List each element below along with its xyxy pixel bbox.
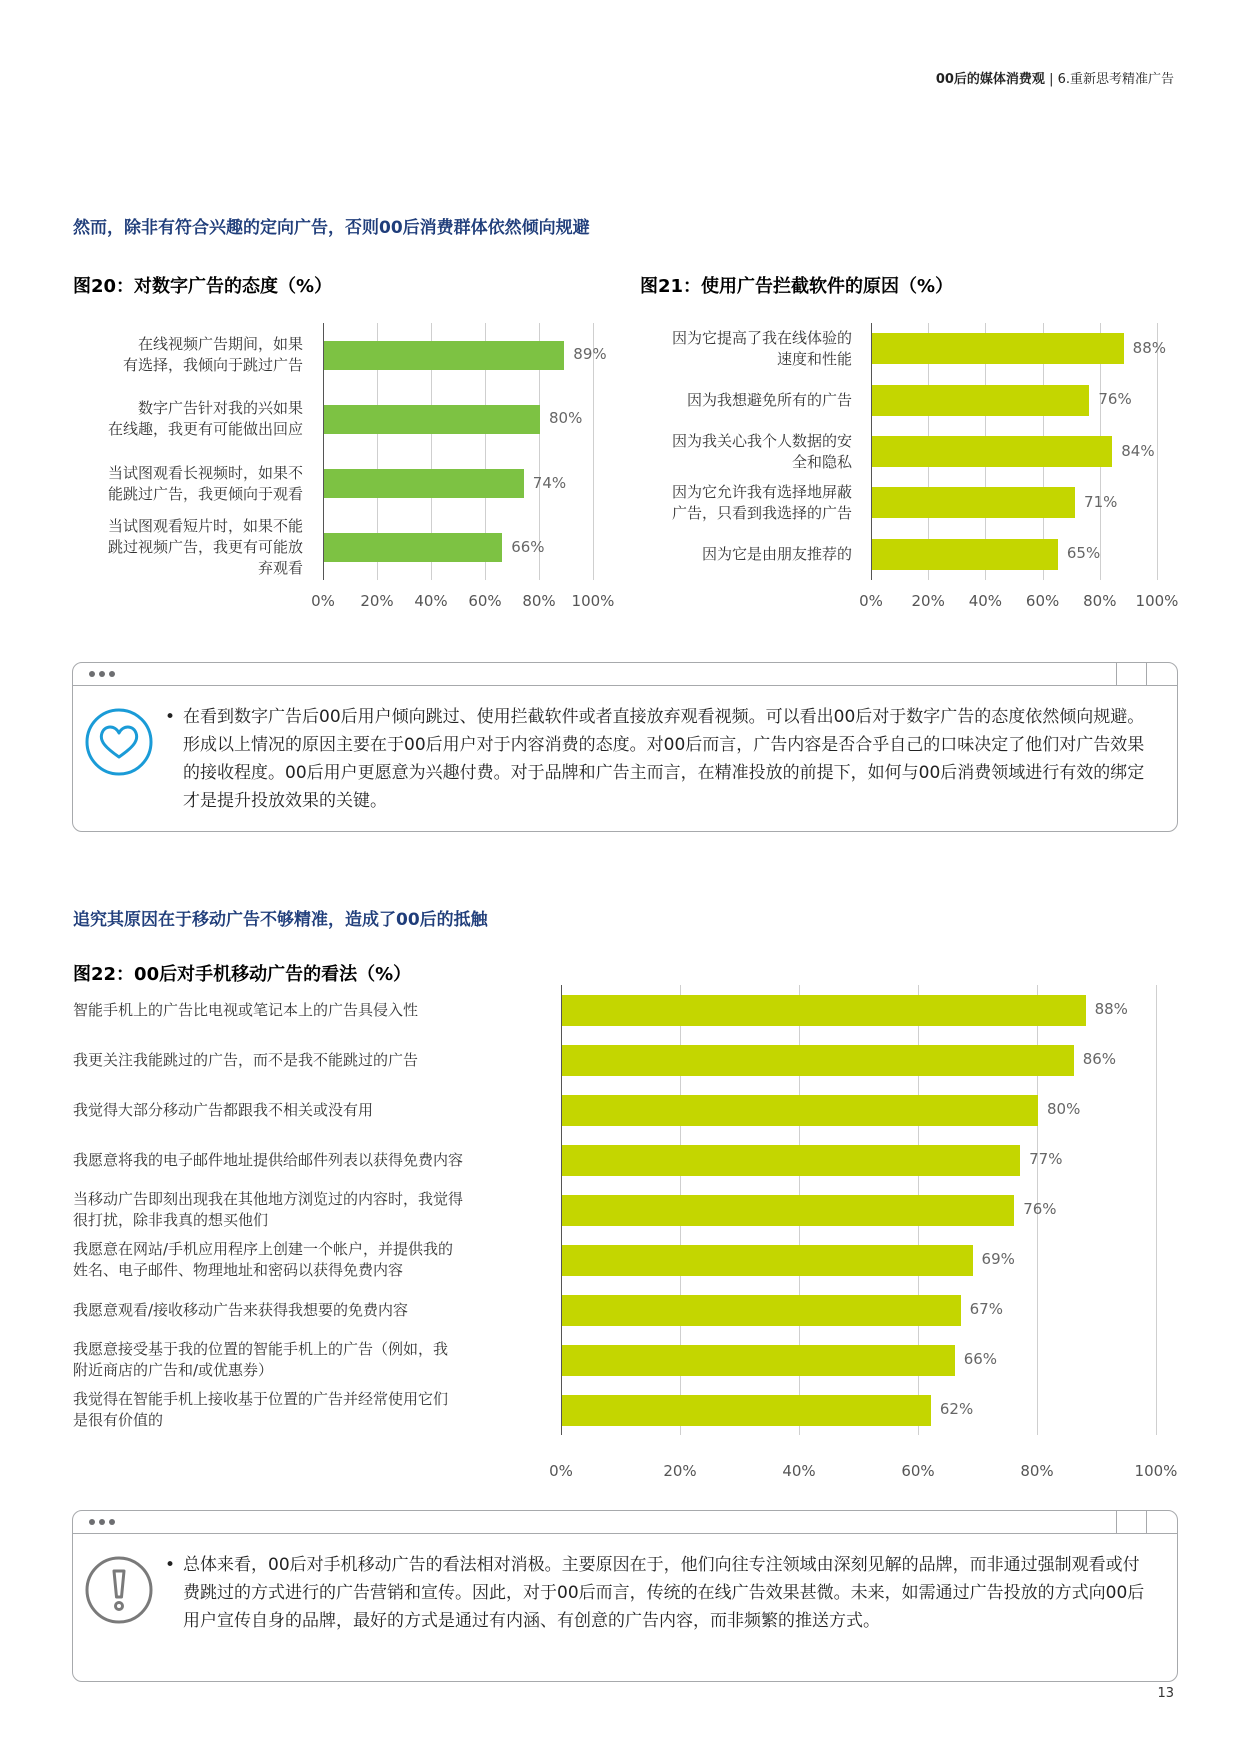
x-tick-label: 20% [911,592,945,610]
category-label [630,328,852,370]
window-dots-icon [89,671,119,677]
category-label-line: 当移动广告即刻出现我在其他地方浏览过的内容时，我觉得 [73,1190,464,1208]
header-separator: | [1049,72,1054,87]
bar [324,533,502,562]
insight-callout [72,1510,1178,1682]
heart-icon [84,707,154,777]
category-label [60,463,303,505]
value-label: 89% [573,345,607,364]
bar [872,487,1075,518]
category-label [630,390,852,411]
gridline [1156,985,1157,1435]
callout-titlebar [73,663,1177,686]
category-label-line: 因为我想避免所有的广告 [686,390,852,409]
category-label-line: 我愿意在网站/手机应用程序上创建一个帐户，并提供我的 [73,1240,454,1258]
value-label: 62% [939,1400,974,1418]
bar [324,405,540,434]
callout-paragraph: 总体来看，00后对手机移动广告的看法相对消极。主要原因在于，他们向往专注领域由深刻见解的品牌，而非通过强制观看或付费跳过的方式进行的广告营销和宣传。因此，对于00后而言，传统的在线广告效果甚微。未来，如需通过广告投放的方式向00后用户宣传自身的品牌，最好的方式是通过有内涵、有创意的广告内容，而非频繁的推送方式。 [183,1555,1145,1631]
category-label [73,1339,553,1381]
category-label-line: 因为它是由朋友推荐的 [701,544,852,563]
category-label-line: 附近商店的广告和/或优惠券） [73,1361,274,1379]
section-title: 追究其原因在于移动广告不够精准，造成了00后的抵触 [73,910,488,930]
x-tick-label: 60% [1025,592,1060,610]
bar [872,333,1124,364]
value-label: 66% [963,1350,998,1368]
value-label: 66% [511,537,545,556]
bar [324,469,524,498]
x-tick-label: 60% [468,592,502,610]
x-tick-label: 40% [782,1462,816,1480]
window-button-icon [1146,663,1177,685]
category-label [73,1150,553,1171]
category-label-line: 很打扰，除非我真的想买他们 [73,1211,269,1229]
value-label: 65% [1066,544,1101,563]
category-label [73,1050,553,1071]
figure-title: 图20：对数字广告的态度（%） [73,276,333,297]
value-label: 86% [1082,1050,1117,1068]
category-label-line: 我觉得大部分移动广告都跟我不相关或没有用 [73,1100,374,1119]
header-section: 6.重新思考精准广告 [1057,72,1174,87]
category-label-line: 全和隐私 [791,452,852,471]
bullet: • [165,1555,176,1575]
category-label-line: 弃观看 [257,559,303,578]
bar [872,436,1112,467]
category-label-line: 有选择，我倾向于跳过广告 [122,356,303,375]
page-number: 13 [1157,1686,1174,1701]
x-tick-label: 80% [1020,1462,1054,1480]
bar [562,1295,961,1326]
value-label: 88% [1132,338,1167,357]
category-label-line: 当试图观看长视频时，如果不 [107,463,303,482]
x-tick-label: 100% [1135,592,1179,610]
category-label [630,482,852,524]
category-label [60,398,303,440]
category-label [60,334,303,376]
category-label-line: 因为它允许我有选择地屏蔽 [671,482,852,501]
value-label: 77% [1029,1150,1063,1168]
value-label: 88% [1094,1000,1128,1018]
category-label-line: 因为它提高了我在线体验的 [671,328,852,347]
category-label-line: 姓名、电子邮件、物理地址和密码以获得免费内容 [73,1261,404,1279]
running-header [936,68,1174,87]
value-label: 84% [1121,441,1155,460]
category-label-line: 广告，只看到我选择的广告 [671,503,852,522]
bar [562,1195,1014,1226]
x-tick-label: 100% [571,592,615,610]
value-label: 69% [981,1250,1015,1268]
x-tick-label: 80% [1083,592,1117,610]
category-label [73,1389,553,1431]
value-label: 80% [1047,1100,1081,1118]
callout-text [165,703,1148,815]
gridline [1157,323,1158,580]
insight-callout [72,662,1178,832]
x-tick-label: 0% [311,592,335,610]
exclamation-icon [84,1555,154,1625]
x-tick-label: 20% [663,1462,697,1480]
window-button-icon [1146,1511,1177,1533]
category-label-line: 我更关注我能跳过的广告，而不是我不能跳过的广告 [73,1050,419,1069]
category-label [60,516,303,579]
category-label-line: 因为我关心我个人数据的安 [671,431,852,450]
category-label-line: 速度和性能 [776,349,852,368]
window-button-icon [1116,663,1147,685]
header-report-title: 00后的媒体消费观 [935,72,1045,87]
category-label-line: 在线趣，我更有可能做出回应 [107,420,303,439]
x-tick-label: 60% [901,1462,935,1480]
bar [562,1345,955,1376]
category-label-line: 我愿意将我的电子邮件地址提供给邮件列表以获得免费内容 [73,1150,464,1169]
callout-paragraph: 在看到数字广告后00后用户倾向跳过、使用拦截软件或者直接放弃观看视频。可以看出00后对于数字广告的态度依然倾向规避。形成以上情况的原因主要在于00后用户对于内容消费的态度。对00后而言，广告内容是否合乎自己的口味决定了他们对广告效果的接收程度。00后用户更愿意为兴趣付费。对于品牌和广告主而言，在精准投放的前提下，如何与00后消费领域进行有效的绑定才是提升投放效果的关键。 [183,707,1145,811]
category-label [73,1189,553,1231]
x-tick-label: 0% [549,1462,573,1480]
category-label-line: 智能手机上的广告比电视或笔记本上的广告具侵入性 [73,1000,419,1019]
category-label [73,1000,553,1021]
bar [872,385,1089,416]
category-label-line: 当试图观看短片时，如果不能 [107,517,303,536]
value-label: 76% [1098,390,1132,409]
category-label [630,431,852,473]
category-label [630,544,852,565]
bar [562,1245,973,1276]
x-tick-label: 80% [522,592,556,610]
callout-titlebar [73,1511,1177,1534]
bar [562,1095,1038,1126]
bar [562,995,1086,1026]
category-label-line: 我觉得在智能手机上接收基于位置的广告并经常使用它们 [73,1390,449,1408]
value-label: 76% [1023,1200,1057,1218]
category-label-line: 我愿意接受基于我的位置的智能手机上的广告（例如，我 [73,1340,449,1358]
bar [562,1395,931,1426]
category-label-line: 在线视频广告期间，如果 [137,335,303,354]
category-label-line: 跳过视频广告，我更有可能放 [107,538,303,557]
bullet: • [165,707,176,727]
category-label-line: 我愿意观看/接收移动广告来获得我想要的免费内容 [73,1300,409,1319]
figure-title: 图22：00后对手机移动广告的看法（%） [73,964,412,985]
category-label-line: 能跳过广告，我更倾向于观看 [107,484,303,503]
x-tick-label: 0% [859,592,883,610]
value-label: 67% [969,1300,1003,1318]
x-tick-label: 100% [1134,1462,1178,1480]
value-label: 74% [532,473,567,492]
category-label-line: 数字广告针对我的兴如果 [137,399,303,418]
x-tick-label: 40% [968,592,1003,610]
bar [872,539,1058,570]
section-title: 然而，除非有符合兴趣的定向广告，否则00后消费群体依然倾向规避 [73,218,590,238]
callout-text [165,1551,1148,1635]
x-tick-label: 20% [360,592,394,610]
x-tick-label: 40% [414,592,448,610]
value-label: 80% [549,409,583,428]
window-dots-icon [89,1519,119,1525]
category-label [73,1100,553,1121]
bar [562,1145,1020,1176]
category-label [73,1300,553,1321]
bar [324,341,564,370]
value-label: 71% [1084,492,1118,511]
category-label [73,1239,553,1281]
category-label-line: 是很有价值的 [73,1411,164,1429]
bar [562,1045,1074,1076]
window-button-icon [1116,1511,1147,1533]
figure-title: 图21：使用广告拦截软件的原因（%） [640,276,954,297]
